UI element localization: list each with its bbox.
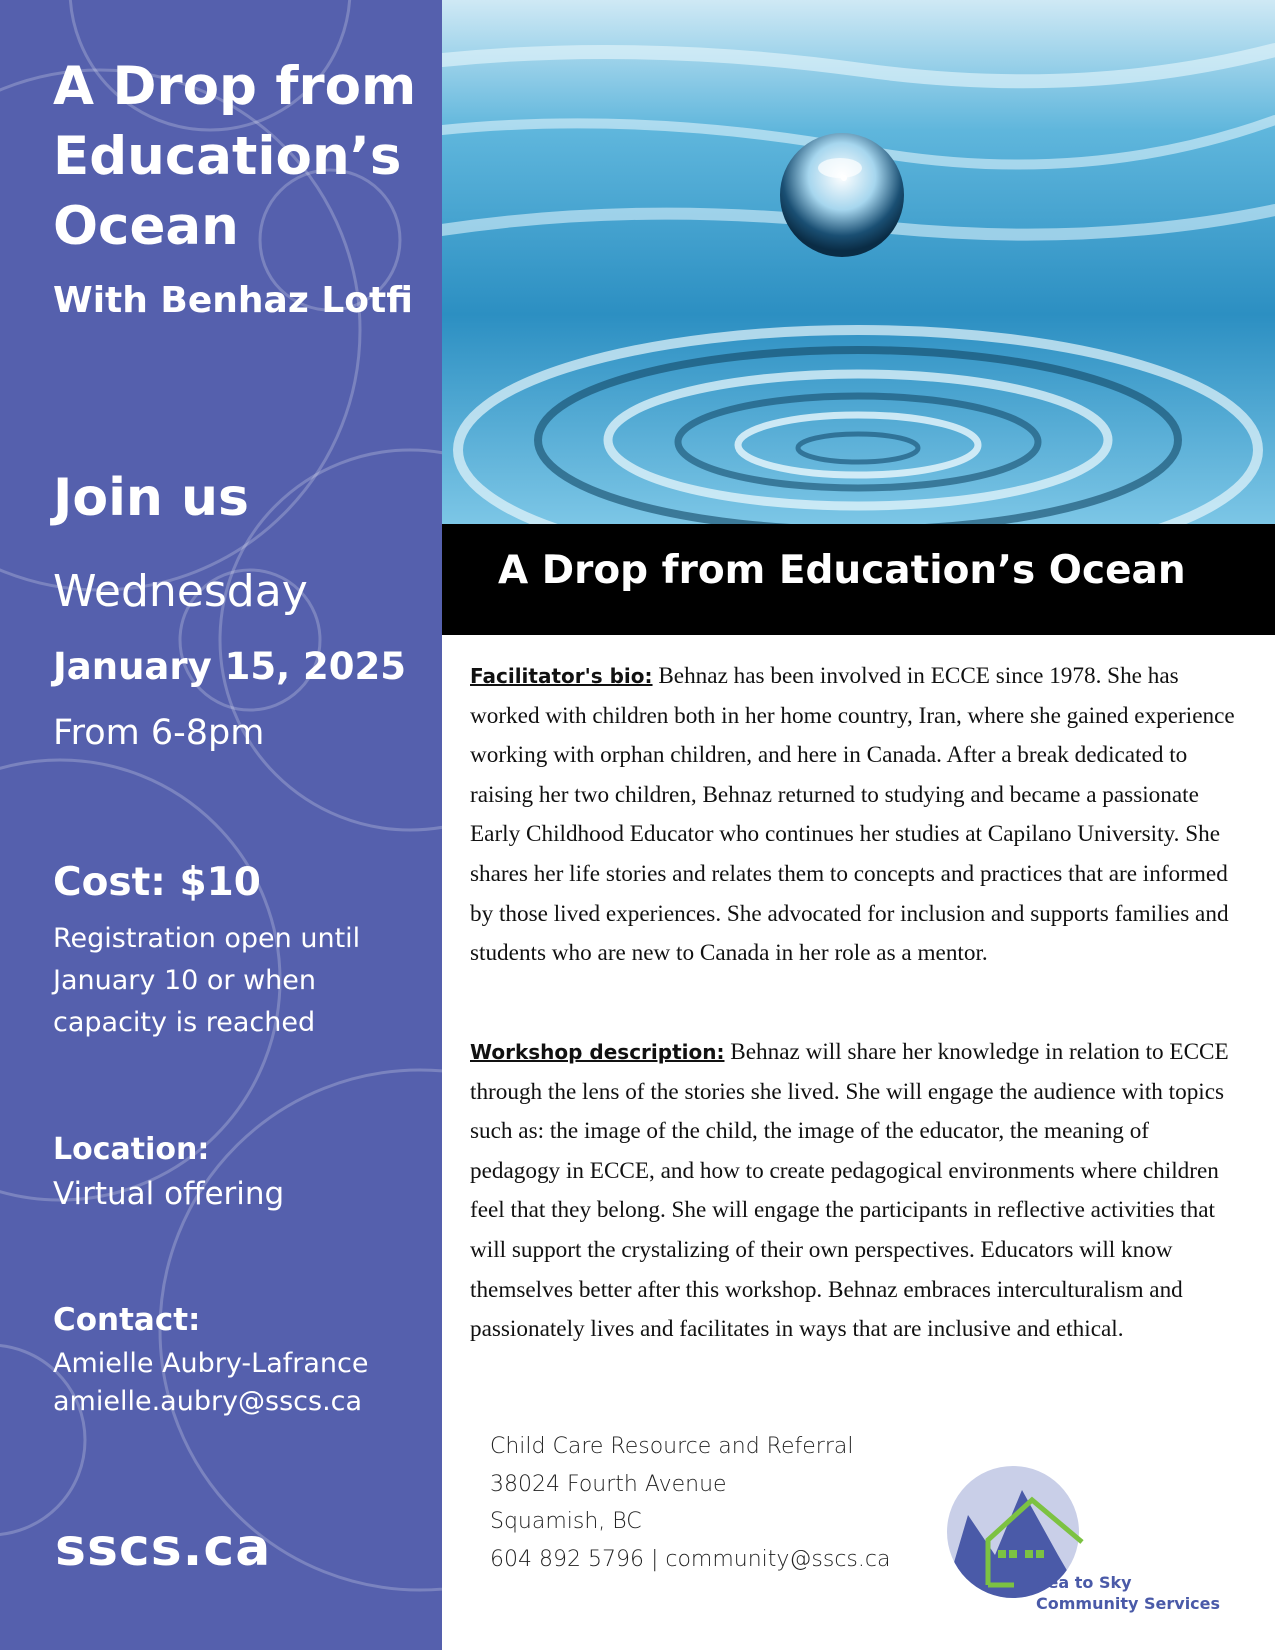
bio-text: Behnaz has been involved in ECCE since 1978. She has worked with children both in her home country, Iran, where she gained experience working with orphan children, and here in Canada. After a break dedicated to raising her two children, Behnaz returned to studying and became a passionate Early Childhood Educator who continues her studies at Capilano University. She shares her life stories and relates them to concepts and practices that are informed by those lived experiences. She advocated for inclusion and supports families and students who are new to Canada in her role as a mentor. bbox=[470, 663, 1235, 967]
event-title: A Drop from Education’s Ocean bbox=[53, 56, 417, 257]
logo-line1: Sea to Sky bbox=[1036, 1573, 1132, 1592]
water-drop-photo bbox=[442, 0, 1275, 524]
location-value: Virtual offering bbox=[53, 1176, 285, 1212]
org-name: Child Care Resource and Referral bbox=[490, 1434, 854, 1459]
event-time: From 6-8pm bbox=[53, 713, 265, 753]
join-heading: Join us bbox=[53, 468, 249, 528]
contact-email[interactable]: amielle.aubry@sscs.ca bbox=[53, 1386, 363, 1417]
sea-to-sky-logo bbox=[940, 1460, 1240, 1620]
event-cost: Cost: $10 bbox=[53, 860, 261, 905]
street-address: 38024 Fourth Avenue bbox=[490, 1471, 727, 1497]
banner bbox=[442, 524, 1275, 635]
address-block bbox=[490, 1428, 890, 1578]
event-date: January 15, 2025 bbox=[53, 645, 407, 688]
workshop-label: Workshop description: bbox=[470, 1040, 725, 1064]
banner-title: A Drop from Education’s Ocean bbox=[498, 548, 1186, 593]
sidebar bbox=[0, 0, 442, 1650]
registration-note: Registration open until January 10 or when capacity is reached bbox=[53, 923, 361, 1038]
website-link[interactable]: sscs.ca bbox=[55, 1518, 272, 1578]
house-mountain-logo-icon bbox=[940, 1460, 1240, 1620]
workshop-description bbox=[470, 1033, 1240, 1350]
workshop-text: Behnaz will share her knowledge in relation to ECCE through the lens of the stories she lived. She will engage the audience with topics such as: the image of the child, the image of the educator, the meaning of pedagogy in ECCE, and how to create pedagogical environments where children feel that they belong. She will engage the participants in reflective activities that will support the crystalizing of their own perspectives. Educators will know themselves better after this workshop. Behnaz embraces interculturalism and passionately lives and facilitates in ways that are inclusive and ethical. bbox=[470, 1039, 1229, 1343]
contact-name: Amielle Aubry-Lafrance bbox=[53, 1348, 369, 1379]
logo-line2: Community Services bbox=[1036, 1594, 1221, 1613]
contact-heading: Contact: bbox=[53, 1302, 201, 1338]
event-subtitle: With Benhaz Lotfi bbox=[53, 280, 413, 321]
city: Squamish, BC bbox=[490, 1509, 642, 1534]
location-heading: Location: bbox=[53, 1132, 210, 1167]
event-day: Wednesday bbox=[53, 566, 308, 617]
facilitator-bio bbox=[470, 657, 1240, 974]
bio-label: Facilitator's bio: bbox=[470, 664, 653, 688]
phone-email[interactable]: 604 892 5796 | community@sscs.ca bbox=[490, 1546, 891, 1572]
